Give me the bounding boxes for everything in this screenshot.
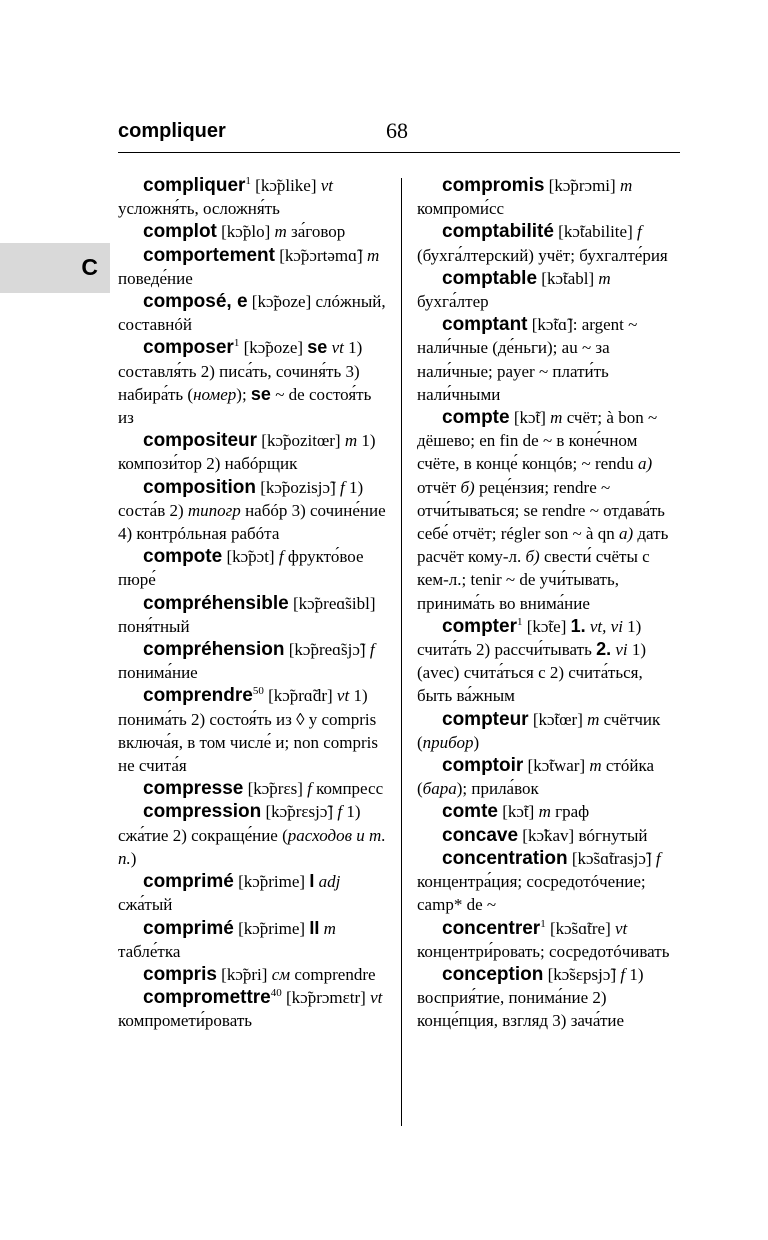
grammar-label: f	[307, 779, 312, 799]
grammar-label: m	[366, 245, 380, 265]
definition: 1) понима́ть 2) состоя́ть из ◊ y compris включа́я, в том числе́ и; non compris не счита́я	[118, 686, 378, 776]
dictionary-entry	[417, 615, 681, 708]
sense-marker: II	[309, 917, 320, 938]
dictionary-entry	[118, 777, 386, 800]
transcription: [kɔ̃prɛsjɔ̃]	[261, 802, 338, 822]
definition: 1) восприя́тие, понима́ние 2) конце́пция, взгляд 3) зача́тие	[417, 964, 644, 1031]
homonym-superscript: 1	[540, 917, 546, 930]
definition: 1) составля́ть 2) писа́ть, сочиня́ть 3) набира́ть (	[118, 338, 363, 404]
dictionary-entry	[118, 336, 386, 429]
definition: концентри́ровать; сосредотóчивать	[417, 941, 670, 961]
dictionary-entry	[118, 476, 386, 546]
headword: conception	[442, 963, 544, 985]
transcription: [kɔ̃tɑ̃]: argent ~ нали́чные (де́ньги); au ~ за нали́чные; payer ~ плати́ть нали́чными	[417, 315, 638, 404]
transcription: [kɔ̃sɛpsjɔ̃]	[543, 964, 621, 984]
transcription: [kɔ̃pɔt]	[222, 547, 279, 567]
dictionary-entry	[118, 244, 386, 290]
transcription: [kɔ̃prɔmɛtr]	[281, 988, 371, 1008]
right-column	[417, 174, 681, 1033]
transcription: [kɔ̃prɛs]	[243, 779, 308, 799]
grammar-label: m	[598, 268, 611, 288]
headword: comptabilité	[442, 221, 554, 243]
headword: compte	[442, 407, 510, 429]
column-divider	[401, 178, 402, 1126]
dictionary-entry	[118, 963, 386, 986]
headword: compliquer	[143, 175, 246, 196]
dictionary-entry	[118, 592, 386, 638]
usage-label: расходов и т. п.	[118, 825, 386, 868]
headword: compteur	[442, 708, 529, 730]
dictionary-entry	[118, 800, 386, 870]
definition: концентра́ция; сосредотóчение; camp* de ~	[417, 872, 646, 915]
headword: composition	[143, 476, 256, 498]
definition: компромети́ровать	[118, 1011, 253, 1031]
headword: comptoir	[442, 755, 524, 777]
left-column	[118, 174, 386, 1033]
headword: comprimé	[143, 917, 234, 939]
transcription: [kɔ̃pɔrtəmɑ̃]	[274, 245, 367, 265]
transcription: [kɔ̃t]	[497, 802, 539, 822]
transcription: [kɔ̃preɑ̃sibl] поня́тный	[118, 593, 376, 636]
transcription: [kɔ̃tabilite]	[553, 222, 637, 242]
transcription: [kɔ̃prɔmi]	[544, 176, 620, 195]
dictionary-entry	[118, 290, 386, 336]
definition: реце́нзия; rendre ~ отчи́тываться; se rendre ~ отдава́ть себе́ отчёт; régler son ~ à qn	[417, 477, 665, 544]
definition: 1) счита́ть 2) рассчи́тывать	[417, 616, 642, 660]
headword: comte	[442, 801, 498, 823]
thumb-tab-letter: C	[81, 254, 98, 280]
usage-label: прибор	[422, 732, 474, 752]
grammar-label: m	[323, 918, 336, 938]
definition: граф	[550, 802, 590, 822]
dictionary-entry	[118, 870, 386, 916]
grammar-label: vt, vi	[589, 616, 623, 636]
transcription: [kɔ̃prɑ̃dr]	[263, 686, 337, 706]
homonym-superscript: 1	[245, 175, 251, 187]
transcription: [kɔ̃poze]	[239, 338, 308, 358]
transcription: [kɔ̃plike]	[250, 176, 321, 195]
definition: 1) (avec) счита́ться с 2) счита́ться, быть ва́жным	[417, 640, 647, 706]
transcription: [kɔ̃pri]	[216, 964, 272, 984]
definition: 1) соста́в 2)	[118, 477, 364, 520]
reflexive-marker: se	[250, 383, 271, 404]
grammar-label: vt	[336, 686, 350, 706]
headword: compromettre	[143, 987, 271, 1009]
sense-marker: se	[307, 337, 328, 358]
dictionary-entry	[118, 684, 386, 777]
definition: за́говор	[286, 222, 346, 242]
usage-label: бара	[422, 779, 457, 799]
grammar-label: vt	[320, 176, 334, 195]
homonym-superscript: 50	[252, 685, 264, 698]
definition: поведе́ние	[118, 268, 193, 288]
definition: отчёт	[417, 477, 461, 497]
headword: comptable	[442, 267, 538, 289]
definition: компресс	[311, 779, 384, 799]
grammar-label: m	[589, 756, 602, 776]
header-rule	[118, 152, 680, 153]
transcription: [kɔ̃t]	[509, 408, 551, 428]
headword: complot	[143, 221, 217, 243]
headword: compris	[143, 963, 217, 985]
definition: фрукто́вое пюре́	[118, 547, 364, 590]
grammar-label: f	[278, 547, 284, 567]
grammar-label: m	[550, 408, 563, 428]
definition: )	[130, 848, 137, 868]
transcription: [kɔ̃prime]	[233, 918, 310, 938]
sense-marker: I	[309, 871, 315, 892]
headword: compresse	[143, 778, 244, 800]
grammar-label: m	[619, 176, 633, 195]
grammar-label: см	[271, 964, 291, 984]
dictionary-entry	[118, 174, 386, 220]
definition: счётчик (	[417, 709, 661, 752]
headword: compote	[143, 546, 223, 568]
grammar-label: adj	[318, 872, 341, 892]
headword: compromis	[442, 175, 545, 196]
definition: 1) компози́тор 2) набóрщик	[118, 431, 376, 474]
transcription: [kɔ̃sɑ̃trasjɔ̃]	[567, 848, 656, 868]
usage-label: а)	[618, 524, 634, 544]
usage-label: а)	[637, 454, 653, 474]
sense-marker: 2.	[596, 639, 612, 660]
definition: набóр 3) сочине́ние 4) контрóльная рабóта	[118, 500, 386, 544]
definition: сжа́тый	[118, 895, 173, 915]
definition: );	[236, 384, 251, 404]
headword: composer	[143, 337, 234, 359]
dictionary-entry	[118, 638, 386, 684]
headword: comportement	[143, 244, 275, 266]
transcription: [kɔ̃pozitœr]	[257, 431, 345, 451]
definition: усложня́ть, осложня́ть	[118, 199, 280, 219]
dictionary-entry	[417, 800, 681, 823]
definition: дать расчёт кому-л.	[417, 524, 669, 567]
transcription: [kɔ̃tabl]	[537, 268, 599, 288]
grammar-label: f	[337, 802, 343, 822]
transcription: [kɔ̃poze] слóжный, составнóй	[118, 292, 386, 335]
definition: табле́тка	[118, 941, 181, 961]
usage-label: vi	[615, 640, 628, 660]
headword: compositeur	[143, 430, 258, 452]
dictionary-entry	[417, 824, 681, 847]
definition: стóйка (	[417, 756, 655, 799]
grammar-label: f	[339, 477, 345, 497]
transcription: [kɔ̃twar]	[523, 756, 590, 776]
dictionary-entry	[417, 708, 681, 754]
headword: concave	[442, 824, 519, 846]
grammar-label: f	[655, 848, 661, 868]
grammar-label: vt	[370, 988, 383, 1008]
dictionary-entry	[118, 917, 386, 963]
headword: composé, e	[143, 291, 248, 313]
headword: comprimé	[143, 871, 234, 893]
transcription: [kɔ̃pozisjɔ̃]	[255, 477, 340, 497]
grammar-label: f	[636, 222, 642, 242]
homonym-superscript: 1	[233, 337, 240, 350]
usage-label: типогр	[187, 500, 241, 520]
running-head-word: compliquer	[118, 120, 226, 142]
headword: concentration	[442, 847, 568, 869]
sense-marker: 1.	[570, 615, 586, 636]
transcription: [kɔ̃plo]	[216, 222, 275, 242]
dictionary-entry	[118, 429, 386, 475]
definition: бухга́лтер	[417, 292, 489, 312]
transcription: [kɔ̃prime]	[233, 872, 310, 892]
transcription: [kɔ̃kav] вóгнутый	[518, 825, 648, 845]
dictionary-entry	[417, 754, 681, 800]
page-number: 68	[386, 118, 408, 143]
definition: понима́ние	[118, 663, 198, 683]
grammar-label: f	[369, 640, 375, 660]
headword: compter	[442, 615, 517, 637]
dictionary-entry	[118, 986, 386, 1032]
definition: (бухга́лтерский) учёт; бухгалте́рия	[417, 245, 668, 265]
grammar-label: m	[538, 802, 551, 822]
homonym-superscript: 40	[270, 987, 282, 1000]
grammar-label: vt	[331, 338, 344, 358]
usage-label: б)	[460, 477, 475, 497]
grammar-label: m	[274, 222, 287, 242]
headword: compression	[143, 801, 262, 823]
usage-label: б)	[525, 547, 540, 567]
headword: comprendre	[143, 685, 253, 707]
definition: )	[473, 732, 480, 752]
definition: компроми́сс	[417, 199, 505, 219]
usage-label: номер	[193, 384, 237, 404]
transcription: [kɔ̃tœr]	[528, 709, 588, 729]
definition: 1) сжа́тие 2) сокраще́ние (	[118, 802, 361, 845]
grammar-label: m	[587, 709, 600, 729]
headword: compréhension	[143, 639, 285, 661]
headword: compréhensible	[143, 592, 289, 614]
dictionary-entry	[417, 220, 681, 266]
definition: ); прила́вок	[456, 779, 539, 799]
definition: свести́ счёты с кем-л.; tenir ~ de учи́тывать, принима́ть во внима́ние	[417, 547, 650, 613]
dictionary-entry	[417, 917, 681, 963]
headword: concentrer	[442, 917, 541, 939]
grammar-label: vt	[615, 918, 628, 938]
definition: счёт; à bon ~ дёшево; en fin de ~ в коне́чном счёте, в конце́ концóв; ~ rendu	[417, 408, 658, 474]
headword: comptant	[442, 314, 528, 336]
letter-thumb-tab	[0, 243, 110, 293]
definition: comprendre	[290, 964, 376, 984]
transcription: [kɔ̃preɑ̃sjɔ̃]	[284, 640, 370, 660]
grammar-label: f	[620, 964, 626, 984]
dictionary-entry	[417, 406, 681, 615]
dictionary-entry	[118, 220, 386, 243]
dictionary-entry	[417, 174, 681, 220]
dictionary-entry	[417, 313, 681, 406]
homonym-superscript: 1	[516, 615, 523, 628]
dictionary-entry	[417, 847, 681, 917]
transcription: [kɔ̃sɑ̃tre]	[545, 918, 616, 938]
dictionary-entry	[417, 267, 681, 313]
grammar-label: m	[344, 431, 358, 451]
dictionary-entry	[118, 545, 386, 591]
definition: ~ de состоя́ть из	[118, 384, 372, 428]
transcription: [kɔ̃te]	[522, 616, 571, 636]
dictionary-entry	[417, 963, 681, 1033]
